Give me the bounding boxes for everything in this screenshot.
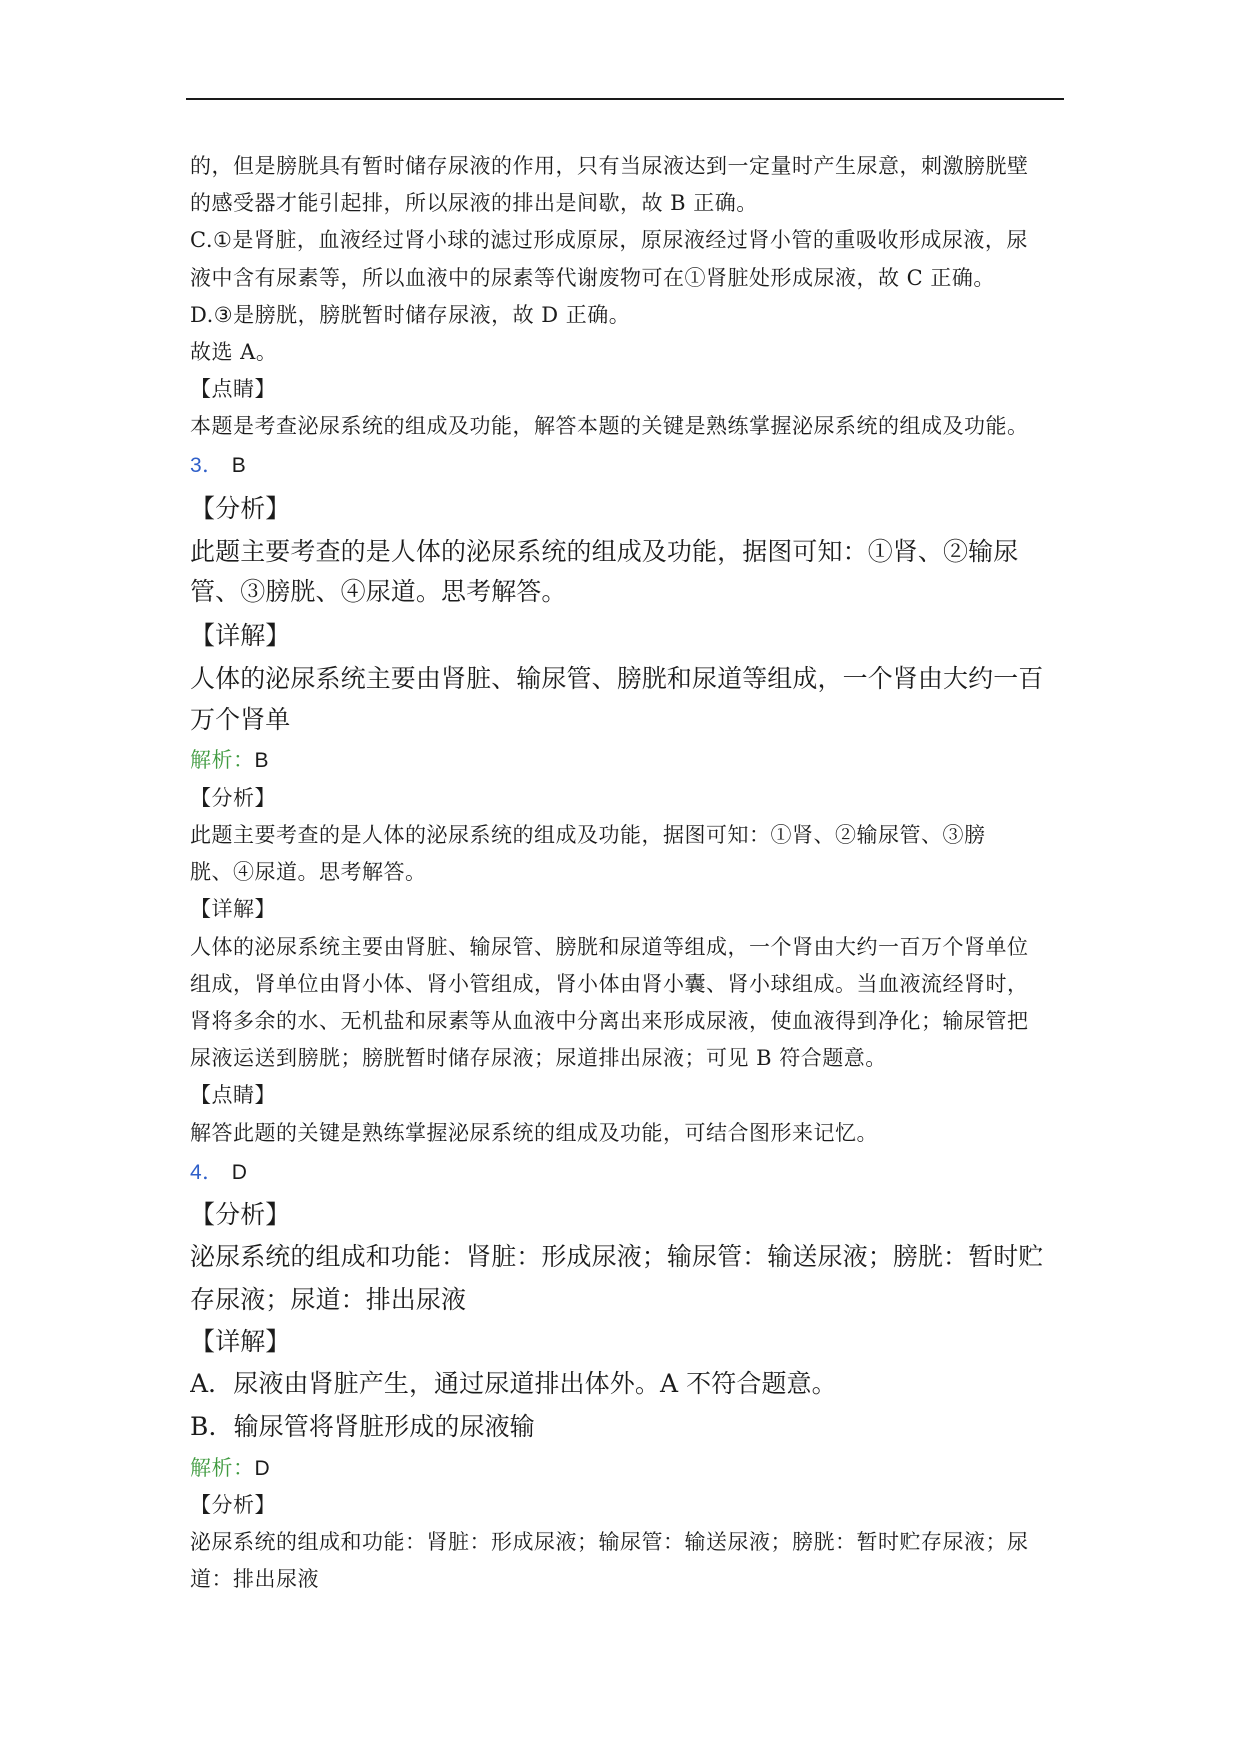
analysis-text: 泌尿系统的组成和功能：肾脏：形成尿液；输尿管：输送尿液；膀胱：暂时贮 xyxy=(190,1242,1044,1271)
analysis-heading: 【分析】 xyxy=(190,1200,291,1229)
detail-text: 人体的泌尿系统主要由肾脏、输尿管、膀胱和尿道等组成，一个肾由大约一百 xyxy=(190,664,1044,693)
dianjing-text: 解答此题的关键是熟练掌握泌尿系统的组成及功能，可结合图形来记忆。 xyxy=(190,1121,878,1145)
header-rule xyxy=(186,98,1064,100)
dianjing-text: 本题是考查泌尿系统的组成及功能，解答本题的关键是熟练掌握泌尿系统的组成及功能。 xyxy=(190,414,1029,438)
explanation-answer: B xyxy=(254,749,270,772)
analysis-heading: 【分析】 xyxy=(190,494,291,523)
explanation-answer: D xyxy=(254,1457,271,1480)
analysis-text: 此题主要考查的是人体的泌尿系统的组成及功能，据图可知：①肾、②输尿管、③膀 xyxy=(190,823,986,847)
dianjing-heading: 【点睛】 xyxy=(190,377,276,401)
answer-letter: B xyxy=(231,454,247,477)
answer-letter: D xyxy=(231,1161,248,1184)
q2-explanation-line: 的，但是膀胱具有暂时储存尿液的作用，只有当尿液达到一定量时产生尿意，刺激膀胱壁 xyxy=(190,154,1029,178)
question-number: 4． xyxy=(190,1161,224,1184)
q2-conclusion: 故选 A。 xyxy=(190,340,278,364)
q2-explanation-line: 液中含有尿素等，所以血液中的尿素等代谢废物可在①肾脏处形成尿液，故 C 正确。 xyxy=(190,266,995,290)
explanation-header xyxy=(190,747,269,773)
q2-explanation-line: D.③是膀胱，膀胱暂时储存尿液，故 D 正确。 xyxy=(190,303,631,327)
explanation-header xyxy=(190,1455,270,1481)
explanation-label: 解析： xyxy=(190,1456,255,1480)
explanation-label: 解析： xyxy=(190,748,255,772)
analysis-heading: 【分析】 xyxy=(190,1493,276,1517)
detail-heading: 【详解】 xyxy=(190,621,291,650)
analysis-text: 道：排出尿液 xyxy=(190,1567,319,1591)
detail-text: 组成，肾单位由肾小体、肾小管组成，肾小体由肾小囊、肾小球组成。当血液流经肾时， xyxy=(190,972,1029,996)
detail-heading: 【详解】 xyxy=(190,1327,291,1356)
analysis-text: 此题主要考查的是人体的泌尿系统的组成及功能，据图可知：①肾、②输尿 xyxy=(190,537,1019,566)
detail-text: 尿液运送到膀胱；膀胱暂时储存尿液；尿道排出尿液；可见 B 符合题意。 xyxy=(190,1046,887,1070)
analysis-text: 胱、④尿道。思考解答。 xyxy=(190,860,427,884)
q2-explanation-line: C.①是肾脏，血液经过肾小球的滤过形成原尿，原尿液经过肾小管的重吸收形成尿液，尿 xyxy=(190,228,1028,252)
analysis-text: 泌尿系统的组成和功能：肾脏：形成尿液；输尿管：输送尿液；膀胱：暂时贮存尿液；尿 xyxy=(190,1530,1029,1554)
analysis-text: 管、③膀胱、④尿道。思考解答。 xyxy=(190,577,567,606)
q2-explanation-line: 的感受器才能引起排，所以尿液的排出是间歇，故 B 正确。 xyxy=(190,191,758,215)
dianjing-heading: 【点睛】 xyxy=(190,1083,276,1107)
detail-text: 人体的泌尿系统主要由肾脏、输尿管、膀胱和尿道等组成，一个肾由大约一百万个肾单位 xyxy=(190,935,1029,959)
detail-text: 肾将多余的水、无机盐和尿素等从血液中分离出来形成尿液，使血液得到净化；输尿管把 xyxy=(190,1009,1029,1033)
detail-text: A．尿液由肾脏产生，通过尿道排出体外。A 不符合题意。 xyxy=(190,1369,837,1398)
detail-text: B．输尿管将肾脏形成的尿液输 xyxy=(190,1412,535,1441)
detail-text: 万个肾单 xyxy=(190,705,291,734)
question-3-header xyxy=(190,452,246,478)
question-number: 3． xyxy=(190,454,224,477)
question-4-header xyxy=(190,1159,247,1185)
analysis-text: 存尿液；尿道：排出尿液 xyxy=(190,1285,467,1314)
detail-heading: 【详解】 xyxy=(190,897,276,921)
analysis-heading: 【分析】 xyxy=(190,786,276,810)
